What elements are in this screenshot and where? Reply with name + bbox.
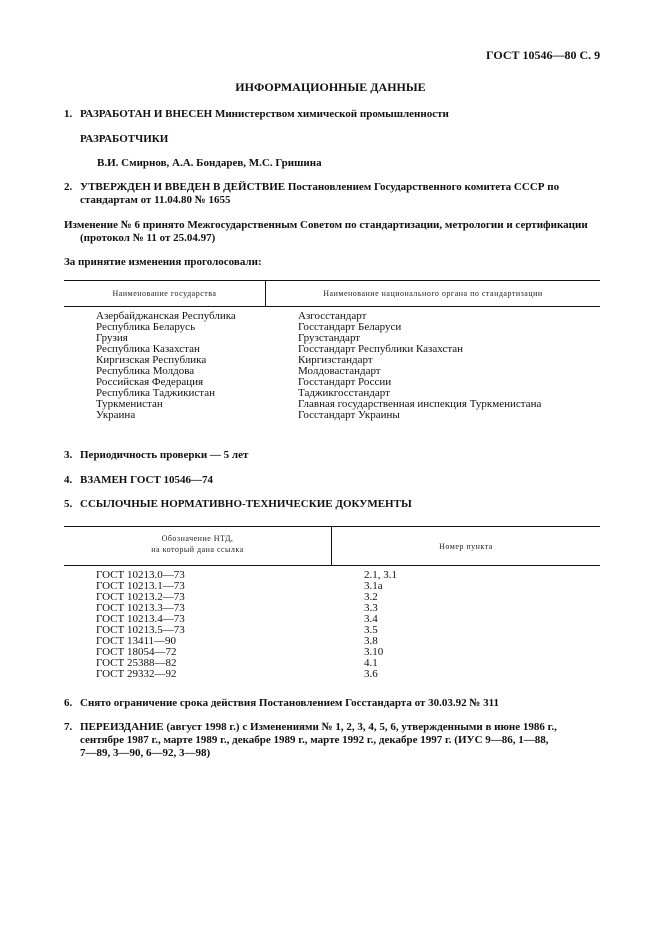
section-3-text: Периодичность проверки — 5 лет (80, 449, 249, 461)
section-4-number: 4. (64, 474, 73, 486)
section-6-number: 6. (64, 697, 73, 709)
section-2-number: 2. (64, 181, 73, 193)
ref-doc: ГОСТ 10213.4—73 (96, 613, 185, 625)
refs-table-header-doc-line-1: Обозначение НТД, (161, 534, 234, 543)
refs-table-header-doc-line-2: на который дана ссылка (151, 545, 244, 554)
ref-doc: ГОСТ 29332—92 (96, 668, 177, 680)
refs-table-top-rule (64, 526, 600, 527)
developers-names: В.И. Смирнов, А.А. Бондарев, М.С. Гришина (97, 157, 322, 169)
section-7-line-3: 7—89, 3—90, 6—92, 3—98) (80, 747, 211, 759)
state-name: Грузия (96, 332, 128, 344)
page-reference: ГОСТ 10546—80 С. 9 (486, 48, 601, 62)
section-7-line-1: ПЕРЕИЗДАНИЕ (август 1998 г.) с Изменениями № 1, 2, 3, 4, 5, 6, утвержденными в июне 1986 г., (80, 721, 557, 733)
ref-item-number: 3.1а (364, 580, 383, 592)
state-name: Республика Молдова (96, 365, 195, 377)
ref-doc: ГОСТ 10213.5—73 (96, 624, 185, 636)
section-2-line-1: УТВЕРЖДЕН И ВВЕДЕН В ДЕЙСТВИЕ Постановлением Государственного комитета СССР по (80, 181, 560, 193)
refs-doc-column (96, 570, 185, 680)
refs-item-column (364, 570, 397, 680)
section-7-line-2: сентябре 1987 г., марте 1989 г., декабре 1989 г., марте 1992 г., декабре 1997 г. (ИУС 9—86, 1—88, (80, 734, 549, 746)
standards-body-name: Госстандарт Беларуси (298, 321, 402, 333)
section-7-number: 7. (64, 721, 73, 733)
standards-body-name: Молдовастандарт (298, 365, 381, 377)
state-name: Азербайджанская Республика (96, 310, 236, 322)
standards-body-name: Главная государственная инспекция Туркменистана (298, 398, 542, 410)
page-title: ИНФОРМАЦИОННЫЕ ДАННЫЕ (235, 80, 426, 94)
ref-item-number: 3.5 (364, 624, 378, 636)
states-table-top-rule (64, 280, 600, 281)
ref-item-number: 3.6 (364, 668, 378, 680)
ref-item-number: 3.8 (364, 635, 378, 647)
standards-body-name: Госстандарт Республики Казахстан (298, 343, 464, 355)
ref-doc: ГОСТ 10213.0—73 (96, 569, 185, 581)
section-1-text: РАЗРАБОТАН И ВНЕСЕН Министерством химической промышленности (80, 108, 449, 120)
refs-table-header-rule (64, 565, 600, 566)
state-name: Российская Федерация (96, 376, 204, 388)
bodies-column (298, 311, 541, 421)
ref-doc: ГОСТ 10213.1—73 (96, 580, 185, 592)
state-name: Республика Казахстан (96, 343, 200, 355)
voted-heading: За принятие изменения проголосовали: (64, 256, 262, 268)
standards-body-name: Госстандарт России (298, 376, 392, 388)
section-5-text: ССЫЛОЧНЫЕ НОРМАТИВНО-ТЕХНИЧЕСКИЕ ДОКУМЕНТЫ (80, 498, 412, 510)
standards-body-name: Таджикгосстандарт (298, 387, 390, 399)
section-1-number: 1. (64, 108, 73, 120)
states-table-header-rule (64, 306, 600, 307)
state-name: Республика Таджикистан (96, 387, 215, 399)
section-4-text: ВЗАМЕН ГОСТ 10546—74 (80, 474, 214, 486)
state-name: Киргизская Республика (96, 354, 207, 366)
ref-item-number: 2.1, 3.1 (364, 569, 397, 581)
ref-item-number: 3.10 (364, 646, 384, 658)
section-2-line-2: стандартам от 11.04.80 № 1655 (80, 194, 231, 206)
ref-doc: ГОСТ 10213.2—73 (96, 591, 185, 603)
state-name: Республика Беларусь (96, 321, 196, 333)
section-5-number: 5. (64, 498, 73, 510)
standards-body-name: Киргизстандарт (298, 354, 373, 366)
ref-doc: ГОСТ 25388—82 (96, 657, 177, 669)
section-3-number: 3. (64, 449, 73, 461)
amendment-line-1: Изменение № 6 принято Межгосударственным Советом по стандартизации, метрологии и сертификации (64, 219, 588, 231)
standards-body-name: Азгосстандарт (298, 310, 367, 322)
ref-item-number: 4.1 (364, 657, 378, 669)
ref-doc: ГОСТ 13411—90 (96, 635, 177, 647)
ref-doc: ГОСТ 18054—72 (96, 646, 177, 658)
states-column (96, 311, 236, 421)
standards-body-name: Грузстандарт (298, 332, 361, 344)
state-name: Украина (96, 409, 136, 421)
amendment-line-2: (протокол № 11 от 25.04.97) (80, 232, 216, 244)
ref-item-number: 3.3 (364, 602, 378, 614)
ref-doc: ГОСТ 10213.3—73 (96, 602, 185, 614)
developers-heading: РАЗРАБОТЧИКИ (80, 133, 169, 145)
refs-table-header-item: Номер пункта (439, 542, 493, 551)
state-name: Туркменистан (96, 398, 163, 410)
standards-body-name: Госстандарт Украины (298, 409, 400, 421)
section-6-text: Снято ограничение срока действия Постановлением Госстандарта от 30.03.92 № 311 (80, 697, 500, 709)
ref-item-number: 3.2 (364, 591, 378, 603)
states-table-header-state: Наименование государства (112, 289, 217, 298)
states-table-header-body: Наименование национального органа по стандартизации (323, 289, 543, 298)
ref-item-number: 3.4 (364, 613, 378, 625)
